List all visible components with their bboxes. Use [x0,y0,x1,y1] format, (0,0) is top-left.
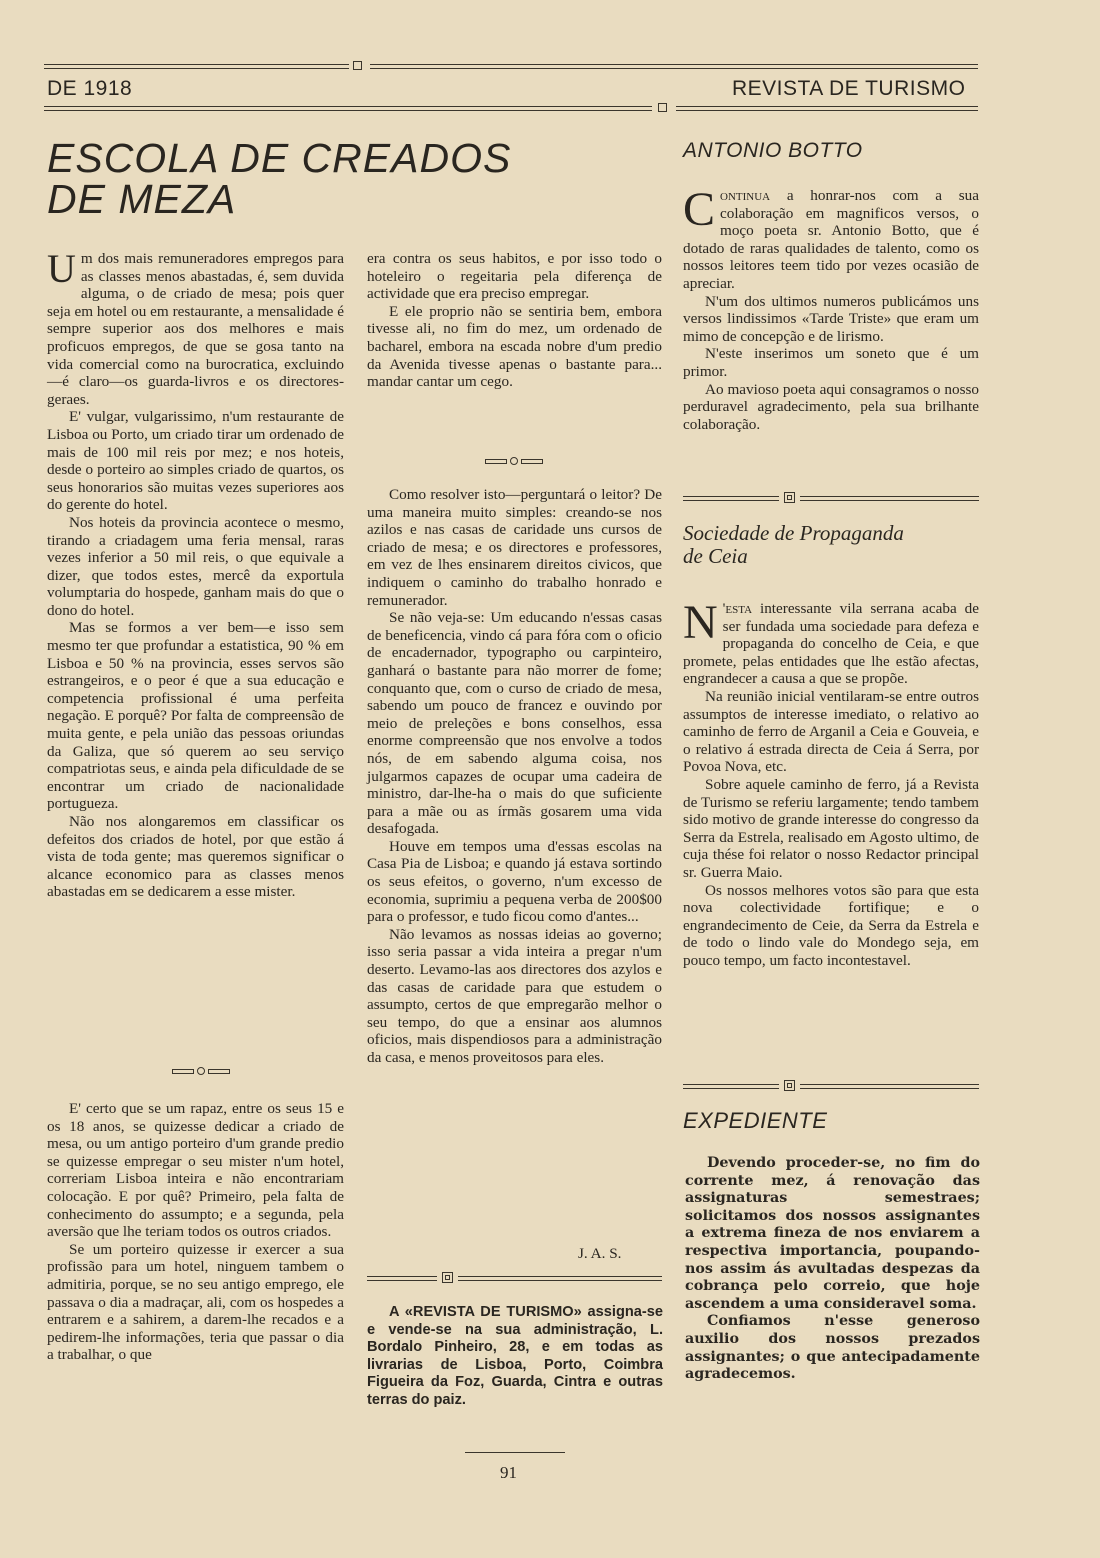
section-ornament-2 [485,456,545,466]
article-title-escola [47,135,512,222]
article1-col2-paragraph-3: Como resolver isto—perguntará o leitor? De uma maneira muito simples: creando-se nos azilos e nas casas de caridade uns cursos de criado de mesa; e os directores e professores, em vez de lhes ensinarem direitos civicos, que indiquem o caminho do trabalho honrado e remunerador. [367,486,662,609]
header-rule-lower-right [676,106,978,111]
footer-rule [465,1452,565,1453]
article3-paragraph-1: N 'esta interessante vila serrana acaba de ser fundada uma sociedade para defeza e propaganda do concelho de Ceia, e que promete, pelas entidades que lhe estão afectas, engrandecer a causa a que se propõe. [683,596,979,688]
header-rule-right [370,64,978,69]
article-title-sociedade [683,522,904,568]
article1-paragraph-6: E' certo que se um rapaz, entre os seus 15 e os 18 anos, se quizesse dedicar a criado de mesa, ou um antigo porteiro d'um grande predio se quizesse empregar o seu mister n'um hotel, correriam Lisboa inteira e não encontrariam colocação. E por quê? Primeiro, pela falta de conhecimento do assumpto; e a segunda, pela aversão que lhe teriam todos os outros criados. [47,1100,344,1241]
header-rule-lower-left [44,106,652,111]
header-magazine-name: REVISTA DE TURISMO [732,77,966,100]
header-date: DE 1918 [47,77,133,100]
header-ornament-square [353,61,362,70]
article2-paragraph-2: N'um dos ultimos numeros publicámos uns versos lindissimos «Tarde Triste» que eram um mimo de concepção e de lirismo. [683,292,979,345]
article1-column2-bottom [367,486,662,1067]
article2-body [683,183,979,433]
article3-title-line1: Sociedade de Propaganda [683,521,904,545]
article3-paragraph-4: Os nossos melhores votos são para que esta nova colectividade fortifique; e o engrandecimento de Ceie, da Serra da Estrela e de todo o lindo vale do Mondego seja, em pouco tempo, um facto incontestavel. [683,881,979,969]
section-ornament [172,1066,232,1076]
article-title-expediente: EXPEDIENTE [683,1108,828,1133]
article1-paragraph-1: Um dos mais remuneradores empregos para as classes menos abastadas, é, sem duvida alguma, o de criado de mesa; pois quer seja em hotel ou em restaurante, a mensalidade é sempre superior aos dos melhores e mais proficuos empregos, de que se gosa tanto na vida comercial como na burocratica, excluindo—é claro—os guarda-livros e os directores-geraes. [47,246,344,408]
article3-paragraph-3: Sobre aquele caminho de ferro, já a Revista de Turismo se referiu largamente; tendo tambem sido motivo de grande interesse do congresso da Serra da Estrela, realisado em Agosto ultimo, de cuja thése foi relator o nosso Redactor principal sr. Guerra Maio. [683,775,979,881]
section-divider-1 [683,492,979,504]
article1-column2-top [367,250,662,391]
article2-paragraph-1: Continua a honrar-nos com a sua colaboração em magnificos versos, o moço poeta sr. Antonio Botto, que é dotado de raras qualidades de talento, como os nossos leitores teem tido por vezes ocasião de apreciar. [683,183,979,292]
article-title-line2: DE MEZA [47,176,237,222]
article1-paragraph-7: Se um porteiro quizesse ir exercer a sua profissão para um hotel, ninguem tambem o admitiria, porque, se no seu antigo emprego, ele passava o dia a madraçar, ali, com os hospedes a entrarem e a sahirem, a darem-lhe recados e a pedirem-lhe informações, teria que passar o dia a trabalhar, o que [47,1240,344,1364]
article3-paragraph-2: Na reunião inicial ventilaram-se entre outros assumptos de interesse imediato, o relativo ao caminho de ferro de Arganil a Ceia e Gouveia, e o relativo á estrada directa de Ceia á Serra, por Povoa Nova, etc. [683,687,979,776]
section-divider-2 [683,1080,979,1092]
page-number: 91 [500,1463,517,1482]
article1-column1-bottom [47,1100,344,1364]
article3-body [683,596,979,969]
dropcap-u: U [47,246,76,291]
header-ornament-square-2 [658,103,667,112]
article3-title-line2: de Ceia [683,544,748,568]
article1-col2-paragraph-1: era contra os seus habitos, e por isso todo o hoteleiro o regeitaria pela diferença de actividade que era preciso empregar. [367,250,662,303]
header-rule-left [44,64,349,69]
subscription-notice [367,1304,663,1410]
article1-column1-top [47,246,344,901]
article4-paragraph-1: Devendo proceder-se, no fim do corrente mez, á renovação das assignaturas semestraes; solicitamos dos nossos assignantes a extrema fineza de nos enviarem a respectiva importancia, poupando-nos assim ás avultadas despezas da cobrança pelo correio, que hoje ascendem a uma consideravel soma. [685,1155,980,1312]
article-title-antonio-botto: ANTONIO BOTTO [683,139,863,162]
article1-paragraph-3: Nos hoteis da provincia acontece o mesmo, tirando a criadagem uma feria mensal, raras vezes inferior a 50 mil reis, o que equivale a dizer, que todos estes, mercê da exportula volumptaria do hospede, ganham mais do que o dono do hotel. [47,513,344,619]
article-title-line1: ESCOLA DE CREADOS [47,135,512,181]
dropcap-n: N [683,596,718,649]
notice-divider [367,1272,662,1284]
article4-paragraph-2: Confiamos n'esse generoso auxilio dos nossos prezados assignantes; o que antecipadamente agradecemos. [685,1313,980,1383]
article1-paragraph-2: E' vulgar, vulgarissimo, n'um restaurante de Lisboa ou Porto, um criado tirar um ordenado de mais de 100 mil reis por mez; e nos hoteis, desde o porteiro ao simples criado de quartos, os seus honorarios são muitas vezes superiores aos do gerente do hotel. [47,408,344,514]
article1-signature: J. A. S. [578,1245,622,1262]
dropcap-c: C [683,183,716,236]
article1-paragraph-5: Não nos alongaremos em classificar os defeitos dos criados de hotel, por que estão á vista de toda gente; mas queremos significar o alcance economico para as classes menos abastadas em se dedicarem a esse mister. [47,813,344,901]
article1-paragraph-4: Mas se formos a ver bem—e isso sem mesmo ter que profundar a estatistica, 90 % em Lisboa e 50 % na provincia, esses servos são estrangeiros, e o peor é que a sua educação e competencia profissional é uma perfeita negação. E porquê? Por falta de compreensão de muita gente, e pela união das pessoas oriundas da Galiza, que só querem ao seu serviço compatriotas seus, e ainda pela dificuldade de se encontrar um criado de nacionalidade portugueza. [47,619,344,813]
article1-col2-paragraph-5: Houve em tempos uma d'essas escolas na Casa Pia de Lisboa; e quando já estava sortindo os seus efeitos, o governo, n'um excesso de economia, suprimiu a pequena verba de 200$00 para o professor, e tudo ficou como d'antes... [367,837,662,926]
article2-paragraph-4: Ao mavioso poeta aqui consagramos o nosso perduravel agradecimento, pela sua brilhante colaboração. [683,380,979,433]
subscription-notice-text: A «REVISTA DE TURISMO» assigna-se e vende-se na sua administração, L. Bordalo Pinheiro, 28, e em todas as livrarias de Lisboa, Porto, Coimbra Figueira da Foz, Guarda, Cintra e outras terras do paiz. [367,1304,663,1408]
article1-col2-paragraph-6: Não levamos as nossas ideias ao governo; isso seria passar a vida inteira a pregar n'um deserto. Levamo-las aos directores dos azylos e das casas de caridade para que estudem o assumpto, certos de que empregarão melhor o seu tempo, do que a ensinar aos alumnos oficios, mais dispendiosos para a administração da casa, e menos proveitosos para eles. [367,925,662,1066]
article1-col2-paragraph-2: E ele proprio não se sentiria bem, embora tivesse ali, no fim do mez, um ordenado de bacharel, embora na escada nobre d'um predio da Avenida tivesse apenas o bastante para... mandar cantar um cego. [367,302,662,391]
article1-col2-paragraph-4: Se não veja-se: Um educando n'essas casas de beneficencia, vindo cá para fóra com o oficio de encadernador, typographo ou carpinteiro, ganhará o bastante para não morrer de fome; conquanto que, com o curso de criado de mesa, sabendo um pouco de francez e ouvindo por meio de preleções e bons conselhos, essa enorme compreensão que nos envolve a todos nós, de em sabendo alguma coisa, nos julgarmos capazes de ocupar uma cadeira de ministro, dar-lhe-ha o mais do que suficiente para a mãe ou as írmãs gosarem uma vida desafogada. [367,609,662,838]
article4-body [685,1155,980,1384]
article2-paragraph-3: N'este inserimos um soneto que é um primor. [683,345,979,380]
